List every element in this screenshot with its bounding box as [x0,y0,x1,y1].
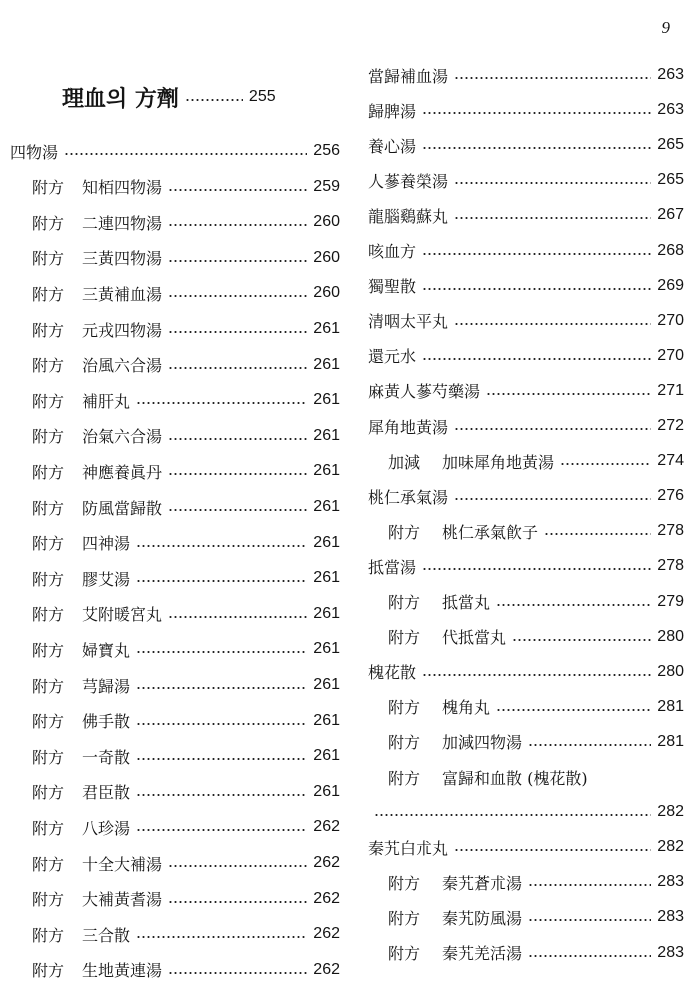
entry-tag: 附方 [32,569,65,589]
dot-leader [168,189,307,191]
entry-name: 君臣散 [82,783,131,803]
entry-tag: 加減 [388,452,421,472]
toc-entry [368,304,684,338]
entry-page: 278 [657,557,684,575]
entry-tag: 附方 [32,818,65,838]
dot-leader [454,217,651,219]
toc-entry [32,917,340,951]
entry-page: 269 [657,276,684,294]
entry-name: 三黃四物湯 [82,249,163,269]
entry-page: 272 [657,417,684,434]
dot-leader [136,829,307,831]
toc-entry [32,454,340,488]
entry-page: 261 [313,391,340,409]
entry-page: 268 [657,241,684,259]
dot-leader [544,533,651,535]
dot-leader [168,438,307,440]
entry-page: 281 [657,697,684,715]
dot-leader [496,709,651,711]
toc-entry [32,419,340,453]
toc-entry [368,198,684,232]
toc-entry [388,865,684,899]
entry-tag: 附方 [32,249,65,269]
toc-entry [388,585,684,619]
dot-leader [64,153,307,155]
entry-name: 四物湯 [10,142,59,162]
entry-tag: 附方 [32,427,65,447]
dot-leader [136,545,307,547]
entry-tag: 附方 [32,640,65,660]
dot-leader [422,288,651,290]
entry-page: 278 [657,522,684,540]
entry-tag: 附方 [32,320,65,340]
entry-page: 274 [657,452,684,470]
toc-entry [368,93,684,127]
entry-page: 282 [657,803,684,821]
dot-leader [136,794,307,796]
entry-name: 神應養眞丹 [82,462,163,482]
entry-page: 283 [657,908,684,926]
entry-page: 281 [657,732,684,750]
entry-tag: 附方 [388,698,421,718]
heading-page: 255 [248,88,276,105]
entry-page: 279 [657,592,684,610]
entry-tag: 附方 [388,873,421,893]
entry-page: 283 [657,943,684,961]
toc-entry [368,58,684,92]
entry-name: 當歸補血湯 [368,66,449,86]
entry-page: 261 [313,640,340,658]
entry-name: 生地黃連湯 [82,961,163,981]
entry-tag: 附方 [32,284,65,304]
entry-name: 獨聖散 [368,277,417,297]
toc-entry [368,374,684,408]
toc-entry [388,514,684,548]
entry-page: 283 [657,873,684,891]
entry-tag: 附方 [32,178,65,198]
dot-leader [168,260,307,262]
dot-leader [486,393,651,395]
entry-tag: 附方 [32,391,65,411]
toc-entry [32,668,340,702]
entry-tag: 附方 [32,605,65,625]
entry-name: 桃仁承氣飮子 [442,522,539,542]
dot-leader [454,182,651,184]
entry-name: 加減四物湯 [442,733,523,753]
toc-entry [32,205,340,239]
entry-page: 261 [313,711,340,729]
entry-name: 秦艽白朮丸 [368,838,449,858]
toc-entry [32,490,340,524]
dot-leader [136,758,307,760]
entry-tag: 附方 [32,890,65,910]
entry-name: 槐角丸 [442,698,491,718]
toc-entry [32,953,340,987]
entry-page: 260 [313,284,340,302]
entry-page: 261 [313,462,340,480]
dot-leader [422,358,651,360]
entry-page: 263 [657,101,684,119]
entry-tag: 附方 [388,522,421,542]
dot-leader [136,687,307,689]
entry-name: 歸脾湯 [368,101,417,121]
entry-name: 桃仁承氣湯 [368,487,449,507]
toc-entry [368,163,684,197]
dot-leader [168,972,307,974]
entry-page: 261 [313,426,340,444]
toc-entry [32,775,340,809]
dot-leader [168,901,307,903]
entry-page: 262 [313,889,340,907]
entry-page: 261 [313,320,340,337]
entry-name: 元戎四物湯 [82,320,163,340]
toc-entry [32,170,340,204]
entry-page: 262 [313,925,340,943]
entry-page: 270 [657,311,684,329]
toc-entry [368,830,684,864]
dot-leader [422,112,651,114]
toc-entry [32,632,340,666]
dot-leader [136,936,307,938]
dot-leader [528,919,651,921]
section-heading [62,80,340,114]
entry-name: 秦艽蒼朮湯 [442,873,523,893]
entry-name: 富歸和血散 (槐花散) [442,768,588,788]
entry-name: 龍腦鷄蘇丸 [368,206,449,226]
entry-page: 270 [657,346,684,364]
dot-leader [454,323,651,325]
toc-entry [32,383,340,417]
entry-name: 養心湯 [368,136,417,156]
dot-leader [136,723,307,725]
dot-leader [168,224,307,226]
dot-leader [168,865,307,867]
entry-name: 三合散 [82,925,131,945]
dot-leader [454,498,651,500]
entry-name: 四神湯 [82,534,131,554]
entry-name: 犀角地黃湯 [368,417,449,437]
toc-entry [368,409,684,443]
entry-page: 280 [657,627,684,645]
entry-name: 秦艽羌活湯 [442,944,523,963]
entry-page: 261 [313,747,340,765]
entry-tag: 附方 [32,213,65,233]
toc-entry [368,655,684,689]
dot-leader [168,509,307,511]
entry-name: 人蔘養榮湯 [368,171,449,191]
dot-leader [168,367,307,369]
entry-name: 膠艾湯 [82,569,131,589]
toc-entry [388,444,684,478]
dot-leader [136,580,307,582]
toc-entry [32,348,340,382]
entry-tag: 附方 [388,733,421,753]
toc-entry [368,549,684,583]
entry-page: 262 [313,960,340,978]
toc-entry [32,241,340,275]
dot-leader [454,77,651,79]
entry-page: 282 [657,838,684,856]
entry-tag: 附方 [388,944,421,963]
entry-name: 三黃補血湯 [82,284,163,304]
toc-entry [32,597,340,631]
toc-entry [368,795,684,829]
toc-entry [388,900,684,934]
dot-leader [454,428,651,430]
toc-entry [368,234,684,268]
entry-name: 咳血方 [368,242,417,261]
toc-entry [32,561,340,595]
dot-leader [185,99,243,101]
toc-entry [368,128,684,162]
entry-name: 艾附暖宮丸 [82,605,163,625]
entry-page: 265 [657,171,684,189]
entry-page: 261 [313,533,340,551]
dot-leader [422,253,651,255]
entry-name: 一奇散 [82,747,131,767]
dot-leader [528,744,651,746]
entry-tag: 附方 [32,854,65,874]
toc-entry [32,276,340,310]
dot-leader [528,955,651,957]
entry-name: 還元水 [368,347,417,367]
entry-name: 治氣六合湯 [82,427,163,447]
entry-name: 十全大補湯 [82,854,163,874]
entry-name: 二連四物湯 [82,213,163,233]
entry-page: 256 [313,142,340,159]
entry-tag: 附方 [32,534,65,554]
toc-entry [388,620,684,654]
entry-page: 261 [313,604,340,622]
dot-leader [422,147,651,149]
entry-tag: 附方 [32,783,65,803]
toc-entry [32,312,340,346]
dot-leader [374,814,651,816]
entry-name: 清咽太平丸 [368,312,449,332]
toc-entry [388,690,684,724]
entry-tag: 附方 [32,961,65,981]
dot-leader [560,463,651,465]
toc-entry [10,134,340,168]
entry-tag: 附方 [32,712,65,732]
entry-page: 262 [313,818,340,836]
entry-tag: 附方 [32,676,65,696]
entry-name: 防風當歸散 [82,498,163,518]
toc-entry [388,936,684,970]
toc-entry [32,846,340,880]
dot-leader [422,674,651,676]
toc-entry [32,739,340,773]
entry-name: 芎歸湯 [82,676,131,696]
entry-tag: 附方 [388,908,421,928]
entry-page: 262 [313,854,340,871]
entry-page: 280 [657,662,684,680]
toc-entry [32,810,340,844]
entry-page: 261 [313,355,340,373]
toc-entry [32,704,340,738]
entry-name: 佛手散 [82,712,131,732]
entry-name: 麻黃人蔘芍藥湯 [368,382,481,402]
entry-tag: 附方 [388,768,421,788]
entry-name: 知栢四物湯 [82,178,163,198]
entry-page: 260 [313,213,340,231]
dot-leader [454,849,651,851]
entry-page: 261 [313,569,340,587]
entry-page: 276 [657,487,684,505]
entry-name: 八珍湯 [82,818,131,838]
entry-tag: 附方 [32,747,65,767]
toc-entry [32,882,340,916]
entry-name: 代抵當丸 [442,628,507,648]
toc-entry [388,760,684,794]
dot-leader [168,616,307,618]
entry-name: 治風六合湯 [82,356,163,376]
dot-leader [136,651,307,653]
heading-title: 理血의 方劑 [62,85,179,112]
entry-page: 259 [313,177,340,195]
page-number: 9 [661,18,670,37]
entry-name: 婦寶丸 [82,640,131,660]
dot-leader [136,402,307,404]
entry-page: 261 [313,782,340,800]
dot-leader [168,473,307,475]
entry-name: 加味犀角地黃湯 [442,452,555,472]
dot-leader [496,604,651,606]
toc-entry [388,725,684,759]
entry-name: 秦艽防風湯 [442,908,523,928]
entry-page: 271 [657,381,684,399]
toc-entry [368,339,684,373]
entry-page: 263 [657,66,684,83]
entry-tag: 附方 [32,462,65,482]
entry-name: 抵當丸 [442,593,491,612]
entry-page: 260 [313,248,340,266]
entry-tag: 附方 [388,628,421,648]
entry-page: 261 [313,676,340,693]
toc-entry [32,526,340,560]
entry-page: 265 [657,136,684,154]
entry-name: 抵當湯 [368,557,417,577]
entry-tag: 附方 [32,356,65,376]
entry-tag: 附方 [32,498,65,518]
dot-leader [422,568,651,570]
entry-page: 261 [313,498,340,515]
toc-entry [368,269,684,303]
toc-entry [368,479,684,513]
entry-name: 補肝丸 [82,391,131,411]
entry-name: 槐花散 [368,663,417,683]
entry-tag: 附方 [388,593,421,612]
dot-leader [168,295,307,297]
dot-leader [528,884,651,886]
dot-leader [512,639,651,641]
entry-page: 267 [657,206,684,224]
entry-tag: 附方 [32,925,65,945]
dot-leader [168,331,307,333]
entry-name: 大補黃耆湯 [82,890,163,910]
